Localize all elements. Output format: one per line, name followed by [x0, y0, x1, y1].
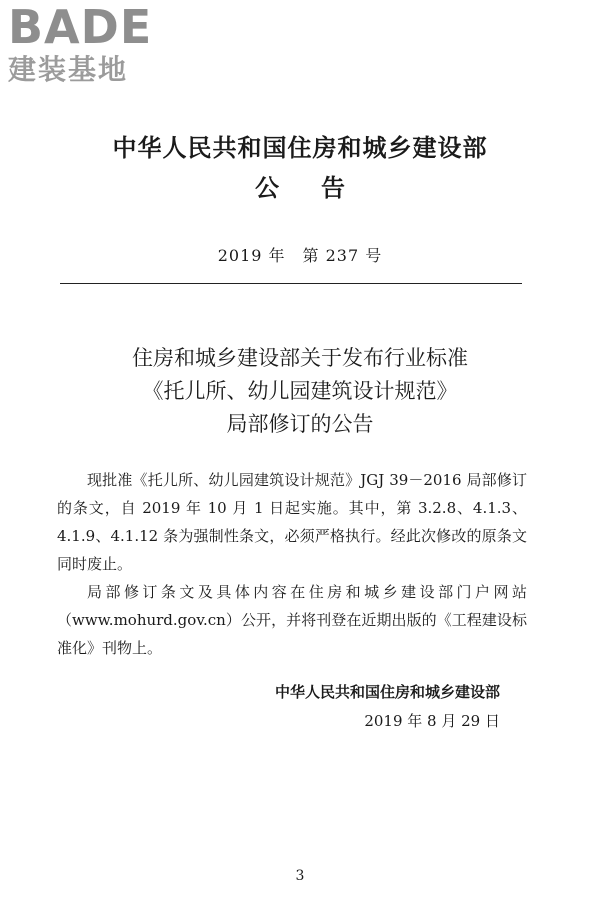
- signature-date: 2019 年 8 月 29 日: [364, 712, 500, 730]
- notice-number: 2019 年 第 237 号: [217, 246, 383, 265]
- signature-organization: 中华人民共和国住房和城乡建设部: [274, 683, 500, 701]
- issuer-heading: 中华人民共和国住房和城乡建设部: [112, 134, 488, 162]
- document-title: [0, 342, 600, 441]
- body-paragraph-2: 局部修订条文及具体内容在住房和城乡建设部门户网站（www.mohurd.gov.cn）公开，并将刊登在近期出版的《工程建设标准化》刊物上。: [57, 583, 527, 657]
- watermark-logo: [8, 2, 178, 86]
- title-line-1: 住房和城乡建设部关于发布行业标准: [132, 346, 468, 370]
- watermark-brand: BADE: [8, 0, 153, 54]
- body-text: [57, 466, 527, 662]
- header-divider: [60, 283, 522, 284]
- title-line-3: 局部修订的公告: [226, 412, 374, 436]
- page-number: 3: [295, 868, 305, 884]
- watermark-subtitle: 建装基地: [8, 53, 129, 86]
- body-paragraph-1: 现批准《托儿所、幼儿园建筑设计规范》JGJ 39－2016 局部修订的条文，自 2019 年 10 月 1 日起实施。其中，第 3.2.8、4.1.3、4.1.9、4.1.12 条为强制性条文，必须严格执行。经此次修改的原条文同时废止。: [57, 471, 527, 573]
- title-line-2: 《托儿所、幼儿园建筑设计规范》: [142, 379, 458, 403]
- notice-label: 公告: [255, 174, 387, 202]
